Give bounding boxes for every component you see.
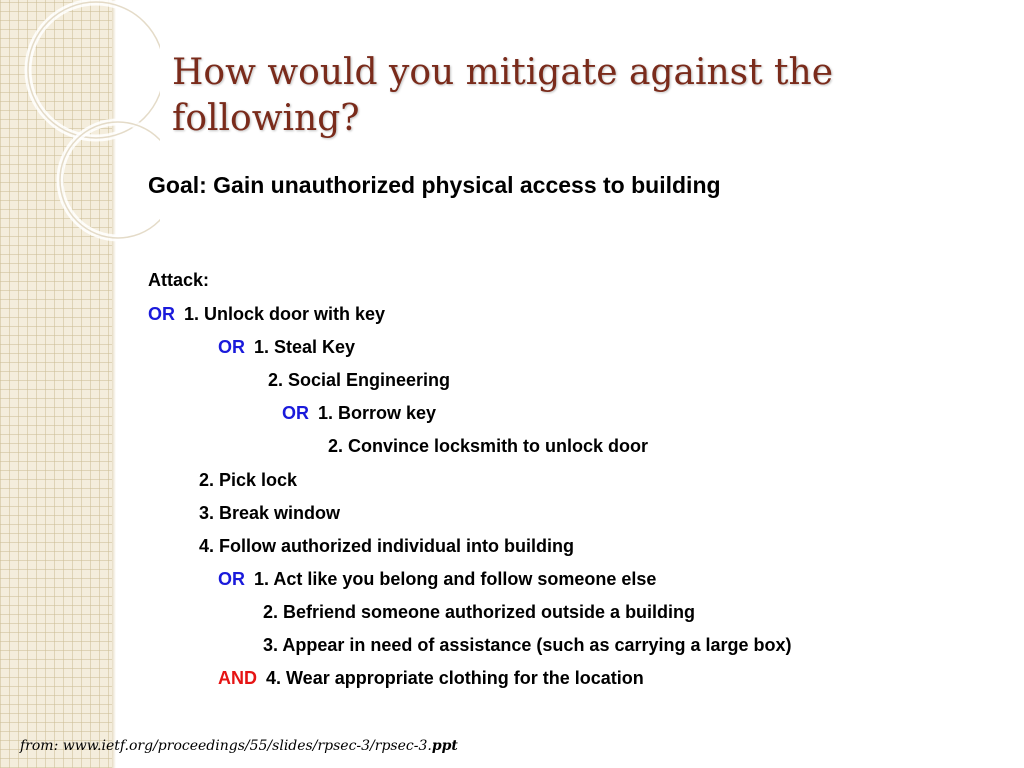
- attack-line-8: [199, 535, 574, 557]
- or-operator: OR: [218, 337, 245, 357]
- source-url: from: www.ietf.org/proceedings/55/slides/rpsec-3/rpsec-3.: [20, 738, 432, 754]
- attack-step: 2. Social Engineering: [268, 370, 451, 390]
- attack-step: 2. Convince locksmith to unlock door: [328, 436, 649, 456]
- attack-line-11: [263, 634, 792, 656]
- attack-line-6: [199, 469, 297, 491]
- and-operator: AND: [218, 668, 257, 688]
- attack-step: 4. Follow authorized individual into building: [199, 536, 574, 556]
- attack-line-12: [218, 667, 644, 689]
- attack-line-1: [148, 303, 385, 325]
- attack-line-9: [218, 568, 656, 590]
- or-operator: OR: [218, 569, 245, 589]
- attack-step: 1. Act like you belong and follow someone else: [254, 569, 657, 589]
- attack-line-5: [328, 435, 648, 457]
- source-extension: ppt: [431, 738, 458, 754]
- or-operator: OR: [148, 304, 175, 324]
- attack-step: 3. Break window: [199, 503, 341, 523]
- attack-step: 2. Befriend someone authorized outside a building: [263, 602, 696, 622]
- source-citation: [20, 738, 458, 754]
- title-line-1: How would you mitigate against the: [172, 52, 834, 93]
- attack-step: 4. Wear appropriate clothing for the location: [266, 668, 644, 688]
- attack-line-3: [268, 369, 450, 391]
- attack-step: 1. Steal Key: [254, 337, 356, 357]
- goal-statement: Goal: Gain unauthorized physical access to building: [148, 172, 721, 198]
- attack-step: 2. Pick lock: [199, 470, 298, 490]
- attack-step: 1. Borrow key: [318, 403, 437, 423]
- attack-step: 1. Unlock door with key: [184, 304, 386, 324]
- attack-line-2: [218, 336, 355, 358]
- attack-line-10: [263, 601, 695, 623]
- attack-heading: Attack:: [148, 270, 210, 290]
- or-operator: OR: [282, 403, 309, 423]
- attack-step: 3. Appear in need of assistance (such as carrying a large box): [263, 635, 792, 655]
- title-line-2: following?: [172, 98, 360, 139]
- attack-line-4: [282, 402, 436, 424]
- attack-line-7: [199, 502, 340, 524]
